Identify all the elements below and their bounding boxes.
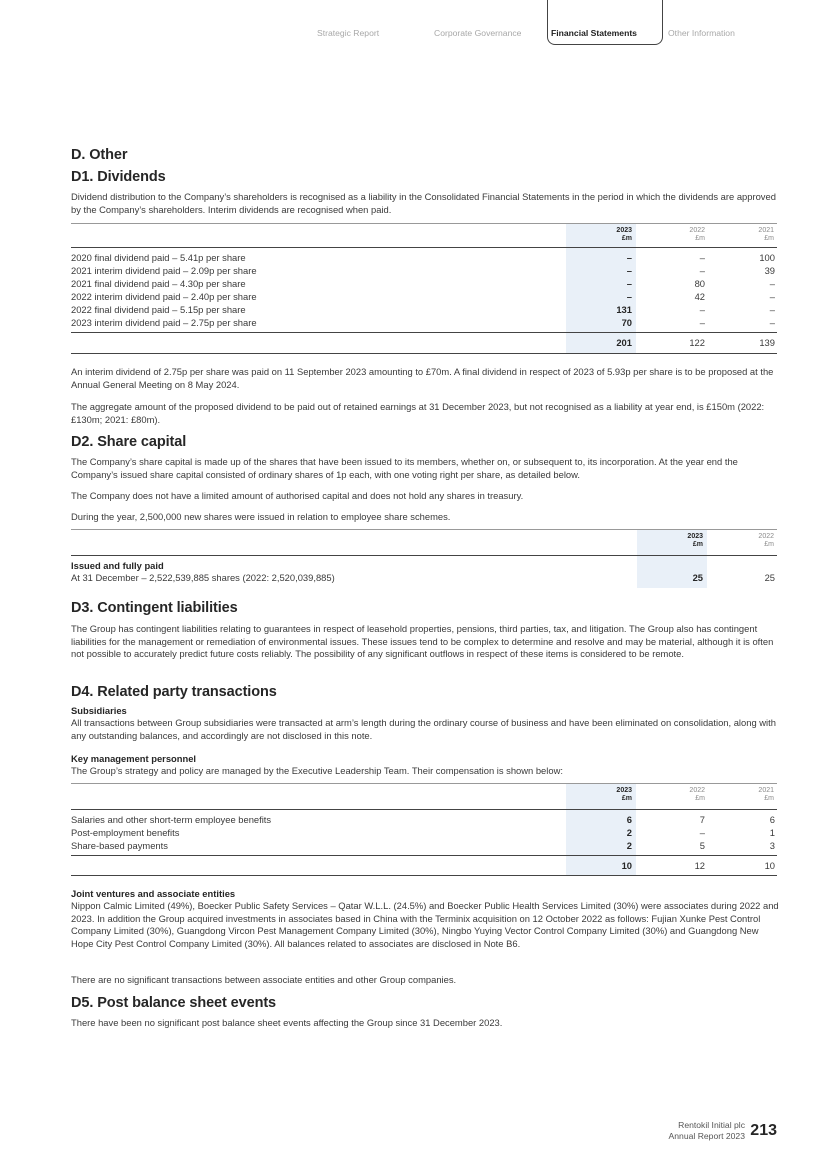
d5-para: There have been no significant post balance sheet events affecting the Group since 31 December 2023. <box>71 1017 503 1028</box>
table-row: Post-employment benefits 2 – 1 <box>71 827 775 838</box>
tab-corporate-governance[interactable]: Corporate Governance <box>434 28 522 38</box>
table-bottom-rule <box>71 353 777 354</box>
subsidiaries-text: All transactions between Group subsidiaries were transacted at arm’s length during the ordinary course of business and have been eliminated on consolidation, along with any outstanding balances, and accordingly are not disclosed in this note. <box>71 717 776 741</box>
page-number: 213 <box>750 1122 777 1139</box>
d3-para: The Group has contingent liabilities relating to guarantees in respect of leasehold properties, pensions, third parties, tax, and litigation. The Group also has contingent liabilities for the management or remediation of environmental issues. These issues tend to be complex to determine and resolve and may be material, although it is often not possible to accurately predict future costs reliably. The possibility of any significant outflows in respect of these items is considered to be remote. <box>71 623 774 660</box>
col-header-2021: 2021 £m <box>758 787 774 802</box>
dividends-table <box>71 220 777 354</box>
table-row: At 31 December – 2,522,539,885 shares (2022: 2,520,039,885) 25 25 <box>71 572 775 583</box>
header-rule <box>71 247 777 248</box>
table-subheading: Issued and fully paid <box>71 560 164 571</box>
jv-label: Joint ventures and associate entities <box>71 888 236 899</box>
col-header-2023: 2023 £m <box>616 227 632 242</box>
d2-para-3: During the year, 2,500,000 new shares were issued in relation to employee share schemes. <box>71 511 451 522</box>
table-row: 2020 final dividend paid – 5.41p per share – – 100 <box>71 252 775 263</box>
col-header-2023: 2023 £m <box>687 533 703 548</box>
footer-company: Rentokil Initial plc Annual Report 2023 <box>668 1120 745 1141</box>
jv-text-2: There are no significant transactions between associate entities and other Group companies. <box>71 974 457 985</box>
table-row: 2021 final dividend paid – 4.30p per share – 80 – <box>71 278 775 289</box>
col-header-2023: 2023 £m <box>616 787 632 802</box>
jv-text: Nippon Calmic Limited (49%), Boecker Public Safety Services – Qatar W.L.L. (24.5%) and Boecker Public Health Services Limited (30%) were associates during 2022 and 2023. In addition the Group acquired investments in associates based in China with the Terminix acquisition on 12 October 2022 as follows: Fujian Xunke Pest Control Company Limited (30%), Guangdong Vircon Pest Management Company Limited (30%), Ningbo Yuying Vector Control Company Limited (30%) and Guangdong New Hope City Pest Control Company Limited (30%). All balances related to associates are disclosed in Note B6. <box>71 900 779 949</box>
d5-title: D5. Post balance sheet events <box>71 995 277 1011</box>
table-row: Salaries and other short-term employee benefits 6 7 6 <box>71 814 775 825</box>
tab-financial-statements[interactable]: Financial Statements <box>551 28 637 38</box>
d1-para-1: An interim dividend of 2.75p per share was paid on 11 September 2023 amounting to £70m. A final dividend in respect of 2023 of 5.93p per share is to be proposed at the Annual General Meeting on 8 May 2024. <box>71 366 774 390</box>
d2-para-1: The Company’s share capital is made up of the shares that have been issued to its members, whether on, or subsequent to, its incorporation. At the year end the Company’s issued share capital consisted of ordinary shares of 1p each, with one voting right per share, as detailed below. <box>71 456 738 480</box>
section-title: D. Other <box>71 147 128 163</box>
col-header-2021: 2021 £m <box>758 227 774 242</box>
d4-title: D4. Related party transactions <box>71 684 277 700</box>
table-row: 2022 interim dividend paid – 2.40p per share – 42 – <box>71 291 775 302</box>
header-rule <box>71 809 777 810</box>
table-top-rule <box>71 223 777 224</box>
table-row: 2021 interim dividend paid – 2.09p per share – – 39 <box>71 265 775 276</box>
tab-other-information[interactable]: Other Information <box>668 28 735 38</box>
table-row: Share-based payments 2 5 3 <box>71 840 775 851</box>
table-top-rule <box>71 783 777 784</box>
table-total-row: 10 12 10 <box>621 860 775 871</box>
d3-title: D3. Contingent liabilities <box>71 600 238 616</box>
kmp-text: The Group’s strategy and policy are managed by the Executive Leadership Team. Their compensation is shown below: <box>71 765 563 776</box>
subsidiaries-label: Subsidiaries <box>71 705 127 716</box>
table-row: 2023 interim dividend paid – 2.75p per share 70 – – <box>71 317 775 328</box>
d2-para-2: The Company does not have a limited amount of authorised capital and does not hold any shares in treasury. <box>71 490 524 501</box>
share-capital-table <box>71 526 777 588</box>
total-rule <box>71 332 777 333</box>
top-navigation <box>0 0 825 48</box>
d1-title: D1. Dividends <box>71 169 166 185</box>
table-bottom-rule <box>71 875 777 876</box>
kmp-table <box>71 780 777 876</box>
d2-title: D2. Share capital <box>71 434 187 450</box>
d1-intro: Dividend distribution to the Company’s shareholders is recognised as a liability in the Consolidated Financial Statements in the period in which the dividends are approved by the Company’s shareholders. Interim dividends are recognised when paid. <box>71 191 776 215</box>
table-row: 2022 final dividend paid – 5.15p per share 131 – – <box>71 304 775 315</box>
tab-strategic-report[interactable]: Strategic Report <box>317 28 380 38</box>
col-header-2022: 2022 £m <box>689 787 705 802</box>
col-header-2022: 2022 £m <box>689 227 705 242</box>
header-rule <box>71 555 777 556</box>
col-header-2022: 2022 £m <box>758 533 774 548</box>
total-rule <box>71 855 777 856</box>
table-top-rule <box>71 529 777 530</box>
table-total-row: 201 122 139 <box>616 337 775 348</box>
kmp-label: Key management personnel <box>71 753 197 764</box>
active-tab-outline <box>547 0 663 45</box>
d1-para-2: The aggregate amount of the proposed dividend to be paid out of retained earnings at 31 December 2023, but not recognised as a liability at year end, is £150m (2022: £130m; 2021: £80m). <box>71 401 765 425</box>
